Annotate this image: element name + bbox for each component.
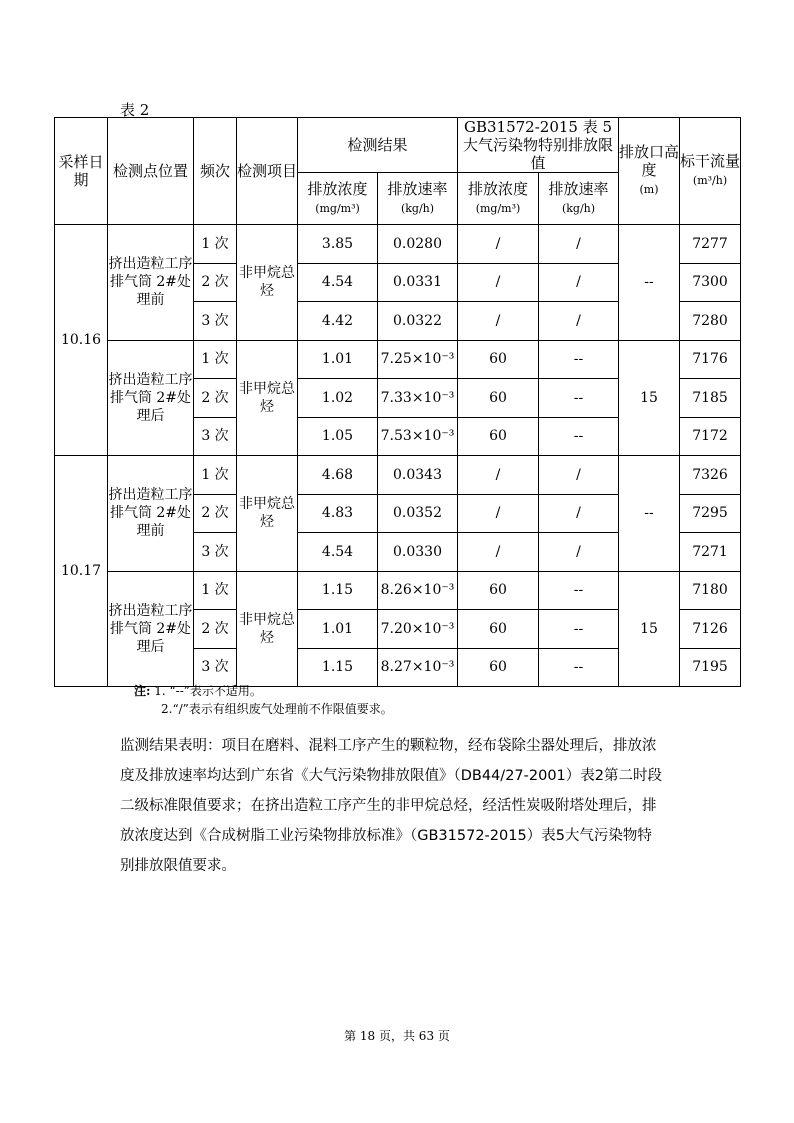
limit-rate-cell: --: [539, 417, 619, 456]
rate-cell: 0.0343: [378, 456, 458, 495]
item-cell: 非甲烷总烃: [237, 571, 298, 687]
freq-cell: 2 次: [194, 379, 237, 418]
location-cell: 挤出造粒工序排气筒 2#处理前: [108, 456, 194, 572]
flow-cell: 7326: [680, 456, 741, 495]
limit-rate-cell: --: [539, 610, 619, 649]
header-limit-rate: 排放速率 (kg/h): [539, 173, 619, 225]
freq-cell: 3 次: [194, 648, 237, 687]
rate-cell: 8.27×10⁻³: [378, 648, 458, 687]
date-cell: 10.17: [55, 456, 108, 687]
table-row: [55, 225, 741, 264]
monitoring-table: [54, 117, 741, 687]
conclusion-paragraph: 监测结果表明：项目在磨料、混料工序产生的颗粒物，经布袋除尘器处理后，排放浓度及排放速率均达到广东省《大气污染物排放限值》（DB44/27-2001）表2第二时段二级标准限值要求；在挤出造粒工序产生的非甲烷总烃，经活性炭吸附塔处理后，排放浓度达到《合成树脂工业污染物排放标准》（GB31572-2015）表5大气污染物特别排放限值要求。: [120, 738, 663, 874]
limit-rate-cell: /: [539, 456, 619, 495]
rate-cell: 0.0331: [378, 263, 458, 302]
flow-cell: 7280: [680, 302, 741, 341]
limit-rate-cell: /: [539, 533, 619, 572]
limit-conc-cell: /: [458, 302, 539, 341]
conc-cell: 1.02: [298, 379, 378, 418]
conc-cell: 4.54: [298, 533, 378, 572]
limit-conc-cell: /: [458, 494, 539, 533]
date-cell: 10.16: [55, 225, 108, 456]
header-limit-conc: 排放浓度 (mg/m³): [458, 173, 539, 225]
header-flow: 标干流量 (m³/h): [680, 118, 741, 225]
table-row: [55, 340, 741, 379]
note-line-2: 2.“/”表示有组织废气处理前不作限值要求。: [161, 702, 393, 716]
conc-cell: 3.85: [298, 225, 378, 264]
header-date: 采样日期: [55, 118, 108, 225]
header-row-1: [55, 118, 741, 173]
item-cell: 非甲烷总烃: [237, 225, 298, 341]
rate-cell: 7.33×10⁻³: [378, 379, 458, 418]
height-cell: --: [619, 456, 680, 572]
conc-cell: 1.01: [298, 610, 378, 649]
rate-cell: 0.0352: [378, 494, 458, 533]
freq-cell: 2 次: [194, 263, 237, 302]
header-rate: 排放速率 (kg/h): [378, 173, 458, 225]
height-cell: --: [619, 225, 680, 341]
limit-rate-cell: /: [539, 263, 619, 302]
conc-cell: 1.15: [298, 648, 378, 687]
flow-cell: 7180: [680, 571, 741, 610]
limit-conc-cell: 60: [458, 571, 539, 610]
limit-conc-cell: /: [458, 225, 539, 264]
flow-cell: 7195: [680, 648, 741, 687]
table-notes: [134, 682, 393, 718]
page-footer: 第 18 页，共 63 页: [344, 1029, 450, 1043]
conc-cell: 1.05: [298, 417, 378, 456]
flow-cell: 7300: [680, 263, 741, 302]
table-row: [55, 571, 741, 610]
limit-rate-cell: --: [539, 571, 619, 610]
flow-cell: 7271: [680, 533, 741, 572]
conc-cell: 4.54: [298, 263, 378, 302]
freq-cell: 1 次: [194, 571, 237, 610]
flow-cell: 7176: [680, 340, 741, 379]
limit-conc-cell: 60: [458, 340, 539, 379]
limit-conc-cell: 60: [458, 610, 539, 649]
conc-cell: 4.68: [298, 456, 378, 495]
location-cell: 挤出造粒工序排气筒 2#处理后: [108, 571, 194, 687]
limit-conc-cell: 60: [458, 648, 539, 687]
table-body: [55, 118, 741, 687]
freq-cell: 3 次: [194, 302, 237, 341]
item-cell: 非甲烷总烃: [237, 456, 298, 572]
header-location: 检测点位置: [108, 118, 194, 225]
header-freq: 频次: [194, 118, 237, 225]
height-cell: 15: [619, 571, 680, 687]
limit-rate-cell: --: [539, 340, 619, 379]
height-cell: 15: [619, 340, 680, 456]
limit-rate-cell: /: [539, 494, 619, 533]
freq-cell: 3 次: [194, 417, 237, 456]
header-result: 检测结果: [298, 118, 458, 173]
limit-conc-cell: /: [458, 456, 539, 495]
table-row: [55, 456, 741, 495]
rate-cell: 0.0322: [378, 302, 458, 341]
limit-conc-cell: /: [458, 533, 539, 572]
flow-cell: 7295: [680, 494, 741, 533]
conc-cell: 1.15: [298, 571, 378, 610]
conc-cell: 4.42: [298, 302, 378, 341]
location-cell: 挤出造粒工序排气筒 2#处理后: [108, 340, 194, 456]
limit-conc-cell: /: [458, 263, 539, 302]
location-cell: 挤出造粒工序排气筒 2#处理前: [108, 225, 194, 341]
freq-cell: 2 次: [194, 610, 237, 649]
rate-cell: 7.53×10⁻³: [378, 417, 458, 456]
note-line-1: 注: 1. “--”表示不适用。: [134, 684, 262, 698]
limit-rate-cell: --: [539, 648, 619, 687]
limit-conc-cell: 60: [458, 417, 539, 456]
conc-cell: 4.83: [298, 494, 378, 533]
rate-cell: 8.26×10⁻³: [378, 571, 458, 610]
freq-cell: 1 次: [194, 456, 237, 495]
limit-rate-cell: /: [539, 225, 619, 264]
header-conc: 排放浓度 (mg/m³): [298, 173, 378, 225]
rate-cell: 7.25×10⁻³: [378, 340, 458, 379]
header-limit: GB31572-2015 表 5 大气污染物特别排放限值: [458, 118, 619, 173]
rate-cell: 0.0330: [378, 533, 458, 572]
flow-cell: 7277: [680, 225, 741, 264]
freq-cell: 1 次: [194, 225, 237, 264]
table-caption: 表 2: [120, 101, 150, 119]
conc-cell: 1.01: [298, 340, 378, 379]
header-item: 检测项目: [237, 118, 298, 225]
rate-cell: 7.20×10⁻³: [378, 610, 458, 649]
limit-rate-cell: /: [539, 302, 619, 341]
flow-cell: 7185: [680, 379, 741, 418]
header-height: 排放口高度 (m): [619, 118, 680, 225]
item-cell: 非甲烷总烃: [237, 340, 298, 456]
rate-cell: 0.0280: [378, 225, 458, 264]
flow-cell: 7172: [680, 417, 741, 456]
freq-cell: 3 次: [194, 533, 237, 572]
limit-rate-cell: --: [539, 379, 619, 418]
freq-cell: 2 次: [194, 494, 237, 533]
flow-cell: 7126: [680, 610, 741, 649]
limit-conc-cell: 60: [458, 379, 539, 418]
header-flow-unit: (m³/h): [692, 174, 728, 187]
freq-cell: 1 次: [194, 340, 237, 379]
header-height-unit: (m): [639, 183, 659, 196]
